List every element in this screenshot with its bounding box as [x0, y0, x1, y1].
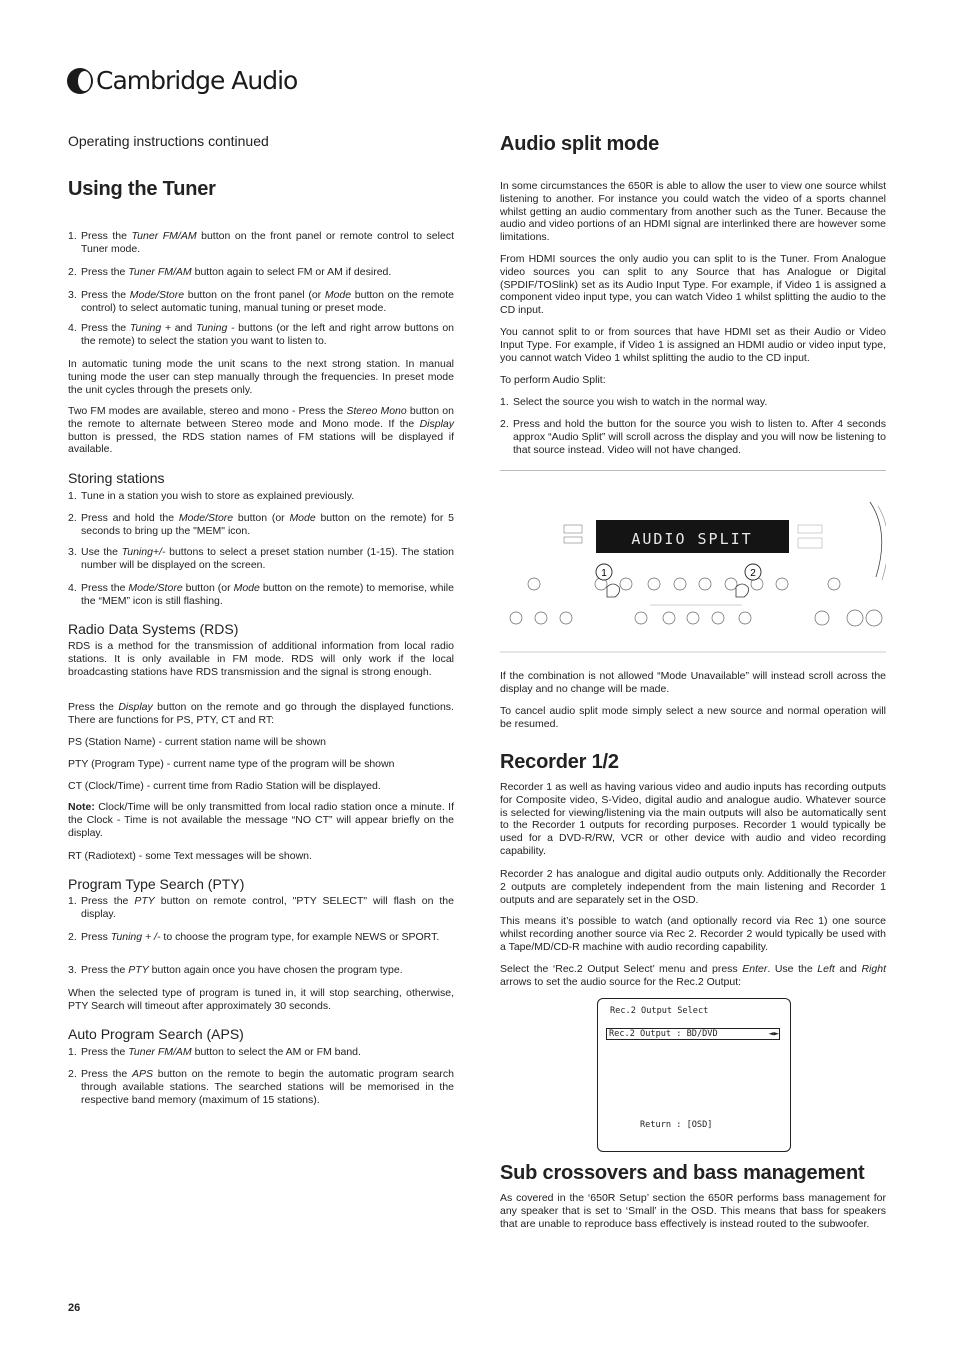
paragraph: As covered in the ‘650R Setup’ section the 650R performs bass management for any speaker that is set to ‘Small’ in the OSD. This means that bass for speakers that are unable to reproduce bass effectively is instead routed to the subwoofer.	[500, 1192, 886, 1230]
osd-return: Return : [OSD]	[640, 1120, 713, 1130]
cambridge-audio-logo-icon	[67, 68, 93, 94]
dolby-logo	[564, 525, 582, 533]
paragraph: Recorder 1 as well as having various video and audio inputs has recording outputs for Composite video, S-Video, digital audio and analogue audio. Whatever source is selected for viewing/listening via the main outputs will also be automatically sent to the Recorder 1 outputs for recording purposes. Recorder 1 would typically be used for a DVD-R/RW, VCR or other device with audio and video recording capability.	[500, 781, 886, 857]
list-item: 2. Press the Tuner FM/AM button again to select FM or AM if desired.	[68, 266, 392, 278]
heading-audio-split-mode: Audio split mode	[500, 133, 660, 155]
list-item: 1. Press the PTY button on remote control, "PTY SELECT" will flash on the display.	[68, 895, 454, 920]
list-item: 3. Press the PTY button again once you have chosen the program type.	[68, 964, 403, 976]
paragraph: You cannot split to or from sources that have HDMI set as their Audio or Video Input Type. For example, if Video 1 is assigned an HDMI audio or video input type, you cannot watch Video 1 whilst splitting the audio to the CD input.	[500, 326, 886, 364]
list-item: 2. Press the APS button on the remote to begin the automatic program search through available stations. The searched stations will be memorised in the respective band memory (maximum of 15 stations).	[68, 1068, 454, 1106]
page-number: 26	[68, 1302, 81, 1314]
list-item: 3. Press the Mode/Store button on the front panel (or Mode button on the remote control) to select automatic tuning, manual tuning or preset mode.	[68, 289, 454, 314]
hdmi-logo	[564, 537, 582, 543]
paragraph: CT (Clock/Time) - current time from Radio Station will be displayed.	[68, 780, 381, 792]
osd-rec2-output-select	[597, 998, 791, 1152]
paragraph: In some circumstances the 650R is able to allow the user to view one source whilst listening to another. For instance you could watch the video of a sports channel whilst getting an audio commentary from another such as the Tuner. Because the audio and video portions of an HDMI signal are interlinked there are however some limitations.	[500, 180, 886, 244]
heading-rds: Radio Data Systems (RDS)	[68, 621, 239, 637]
paragraph: PS (Station Name) - current station name will be shown	[68, 736, 326, 748]
callout-1	[596, 564, 612, 580]
source-buttons	[528, 578, 840, 590]
heading-storing-stations: Storing stations	[68, 470, 165, 486]
paragraph: PTY (Program Type) - current name type of the program will be shown	[68, 758, 395, 770]
hand-press-icon	[736, 584, 749, 597]
volume-knob-edge	[870, 502, 882, 577]
paragraph: Select the ‘Rec.2 Output Select’ menu and press Enter. Use the Left and Right arrows to set the audio source for the Rec.2 Output:	[500, 963, 886, 988]
paragraph: To perform Audio Split:	[500, 374, 606, 386]
list-item: 1. Press the Tuner FM/AM button on the front panel or remote control to select Tuner mode.	[68, 230, 454, 255]
heading-using-the-tuner: Using the Tuner	[68, 178, 216, 200]
list-item: 4. Press the Tuning + and Tuning - buttons (or the left and right arrow buttons on the remote) to select the station you want to listen to.	[68, 322, 454, 347]
callout-2	[745, 564, 761, 580]
brand-name: Cambridge Audio	[96, 66, 298, 95]
osd-rec2-output-row[interactable]	[606, 1028, 780, 1040]
front-panel-illustration	[500, 492, 886, 657]
list-item: 1. Select the source you wish to watch in the normal way.	[500, 396, 768, 408]
paragraph: In automatic tuning mode the unit scans to the next strong station. In manual tuning mode the user can step manually through the frequencies. In preset mode the unit cycles through the presets only.	[68, 358, 454, 396]
list-item: 4. Press the Mode/Store button (or Mode button on the remote) to memorise, while the “MEM” icon is still flashing.	[68, 582, 454, 607]
osd-title: Rec.2 Output Select	[610, 1006, 709, 1016]
heading-recorder: Recorder 1/2	[500, 751, 619, 773]
heading-aps: Auto Program Search (APS)	[68, 1026, 244, 1042]
list-item: 2. Press and hold the Mode/Store button (or Mode button on the remote) for 5 seconds to bring up the "MEM" icon.	[68, 512, 454, 537]
paragraph: This means it’s possible to watch (and optionally record via Rec 1) one source whilst recording another source via Rec 2. Recorder 2 would typically be used with a Tape/MD/CD-R machine with audio recording capability.	[500, 915, 886, 953]
heading-pty: Program Type Search (PTY)	[68, 876, 245, 892]
hand-press-icon	[607, 584, 620, 597]
divider	[500, 470, 886, 471]
section-subtitle: Operating instructions continued	[68, 133, 269, 149]
paragraph: Two FM modes are available, stereo and mono - Press the Stereo Mono button on the remote to alternate between Stereo mode and Mono mode. If the Display button is pressed, the RDS station names of FM stations will be displayed if available.	[68, 405, 454, 456]
paragraph: If the combination is not allowed “Mode Unavailable” will instead scroll across the display and no change will be made.	[500, 670, 886, 695]
svg-text:1: 1	[601, 568, 607, 579]
list-item: 1. Press the Tuner FM/AM button to select the AM or FM band.	[68, 1046, 361, 1058]
heading-sub-crossovers: Sub crossovers and bass management	[500, 1162, 865, 1184]
osd-row-label: Rec.2 Output : BD/DVD	[609, 1029, 718, 1039]
list-item: 2. Press and hold the button for the source you wish to listen to. After 4 seconds approx “Audio Split” will scroll across the display and you will now be listening to that source instead. Video will not have changed.	[500, 418, 886, 456]
paragraph: RDS is a method for the transmission of additional information from local radio stations. It is only available in FM mode. RDS will only work if the local broadcasting stations have RDS transmission and the signal is strong enough.	[68, 640, 454, 678]
display-text: AUDIO SPLIT	[631, 530, 753, 548]
paragraph: To cancel audio split mode simply select a new source and normal operation will be resumed.	[500, 705, 886, 730]
paragraph: Press the Display button on the remote and go through the displayed functions. There are functions for PS, PTY, CT and RT:	[68, 701, 454, 726]
svg-text:2: 2	[750, 568, 756, 579]
list-item: 1. Tune in a station you wish to store as explained previously.	[68, 490, 355, 502]
note-paragraph: Note: Clock/Time will be only transmitted from local radio station once a minute. If the Clock - Time is not available the message “NO CT” will appear briefly on the display.	[68, 801, 454, 839]
paragraph: Recorder 2 has analogue and digital audio outputs only. Additionally the Recorder 2 outputs are completely independent from the main listening and Recorder 1 outputs and are separately set in the OSD.	[500, 868, 886, 906]
list-item: 2. Press Tuning + /- to choose the program type, for example NEWS or SPORT.	[68, 931, 440, 943]
control-buttons	[510, 610, 882, 626]
paragraph: When the selected type of program is tuned in, it will stop searching, otherwise, PTY Search will timeout after approximately 30 seconds.	[68, 987, 454, 1012]
brand-logo	[67, 66, 297, 95]
paragraph: RT (Radiotext) - some Text messages will be shown.	[68, 850, 312, 862]
paragraph: From HDMI sources the only audio you can split to is the Tuner. From Analogue video sources you can split to any Source that has Analogue or Digital (SPDIF/TOSlink) set as its Audio Input Type. For example, if Video 1 is assigned a component video input type, you can watch Video 1 whilst splitting the audio to the CD input.	[500, 253, 886, 317]
left-right-arrows-icon: ◄►	[768, 1029, 779, 1039]
list-item: 3. Use the Tuning+/- buttons to select a preset station number (1-15). The station number will be displayed on the screen.	[68, 546, 454, 571]
